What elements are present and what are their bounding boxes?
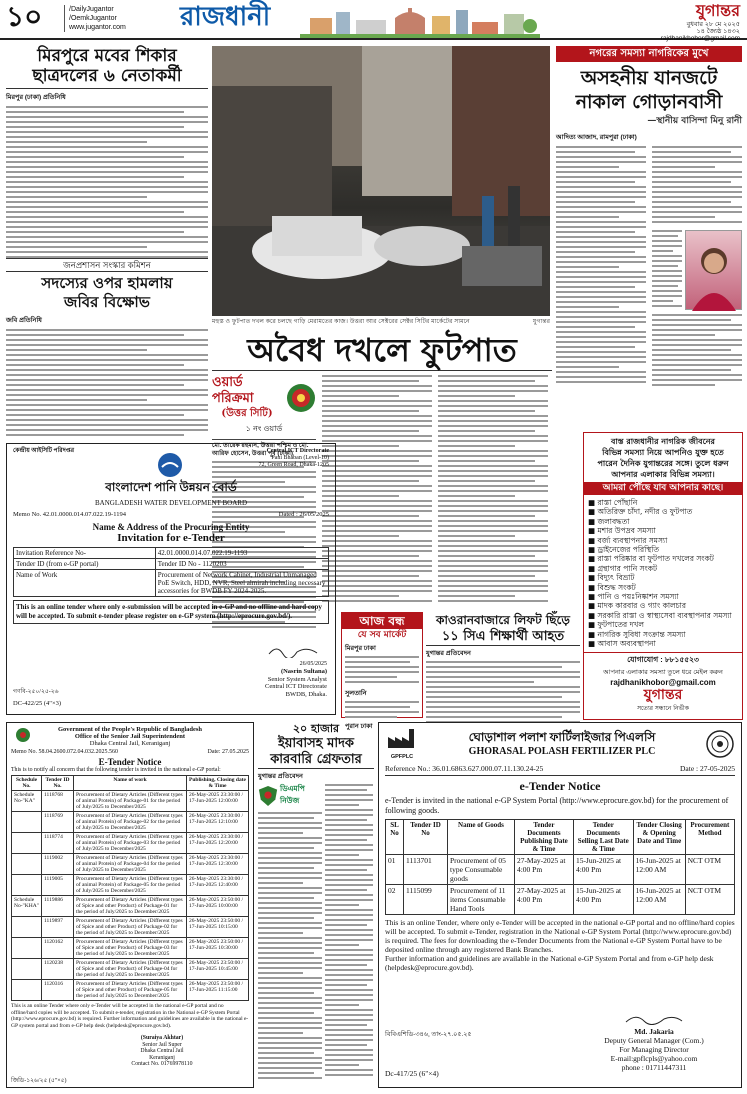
table-row: 1119897 Procurement of Dietary Articles (Different types of Spice and other Product) of Package-02 for the period of July/2025 to December/2025 26-May-2025 23:50:00 / 17-Jun-2025 10:15:00 [12, 917, 249, 938]
bwdb-left-header: কেন্দ্রীয় আইসিটি পরিদপ্তর [13, 448, 74, 454]
bwdb-name-english: BANGLADESH WATER DEVELOPMENT BOARD [95, 499, 247, 507]
gpfl-logo: GPFPLC [385, 727, 419, 760]
jail-header-2: Office of the Senior Jail Superintendent [74, 733, 186, 740]
list-item: ■ রাস্তা পরিষ্কার বা ফুটপাত দখলের সংকট [588, 554, 714, 564]
table-row: 1119002 Procurement of Dietary Articles (Different types of animal Protein) of Package-04 for the period of July/2025 to December/2025 26-May-2025 23:30:00 / 17-Jun-2025 12:30:00 [12, 854, 249, 875]
list-item: ■ মাদক কারবার ও গ্যাং কালচার [588, 601, 686, 611]
list-item: ■ মশার উপদ্রব সমস্যা [588, 526, 656, 536]
story-gorara-byline: আদিত্য আজাদ, রামপুরা (ঢাকা) [556, 134, 637, 141]
table-row: Schedule No-"KA" 1118768 Procurement of Dietary Articles (Different types of animal Protein) of Package-01 for the period of July/2025 to December/2025 26-May-2025 23:30:00 / 17-Jun-2025 12:00:00 [12, 791, 249, 812]
callout-email[interactable]: rajdhanikhobor@gmail.com [610, 677, 716, 687]
story-gorara-body-col2b [652, 230, 682, 310]
list-item: ■ সরকারি রাস্তা ও স্বাস্থ্যসেবা ব্যবস্থাপনার সমস্যা [588, 610, 732, 620]
gpfl-code-1: বিবিএশিডি-৩৪৬, তাং-২৭.০৫.২৫ [385, 1031, 472, 1038]
person-icon [686, 231, 743, 311]
story-yaba-byline: যুগান্তর প্রতিবেদন [258, 773, 303, 780]
story-mirpur-headline-1: মিরপুরে মবের শিকার [37, 46, 177, 66]
gpfl-date: Date : 27-05-2025 [680, 764, 735, 773]
story-mirpur-byline: মিরপুর (ঢাকা) প্রতিনিধি [6, 94, 66, 101]
story-yaba [258, 722, 374, 1088]
story-lift-headline-1: কাওরানবাজারে লিফট ছিঁড়ে [436, 613, 570, 627]
dmp-label: ডিএমপি নিউজ [280, 784, 305, 805]
story-lift-headline-2: ১১ সিএ শিক্ষার্থী আহত [426, 628, 580, 646]
main-photo-caption [212, 318, 550, 326]
bwdb-dated: Dated : 26/05/2025 [278, 511, 329, 518]
date-bangla: ১৪ জ্যৈষ্ঠ ১৪৩২ [696, 28, 740, 35]
story-lift-body [426, 661, 580, 727]
bwdb-logo-icon [157, 452, 183, 478]
list-item: ■ ড্রাইনেজের পরিস্থিতি [588, 545, 660, 555]
story-footpath-byline: মো. তারেক রহমান, উত্তরা পশ্চিম ও মো. আরিফ হোসেন, উত্তরা পূর্ব (ঢাকা) [212, 439, 316, 458]
jail-title: E-Tender Notice [98, 757, 162, 767]
jail-tender-ad [6, 722, 254, 1088]
ward-badge [212, 375, 316, 420]
photo-caption-text: মহুস্ত ও ফুটপাত দখল করে চলছে গাড়ি মেরামতের কাজ। উত্তরা আর সেক্টরের সেক্টর সিটির মার্কেটের সামনে [212, 318, 470, 325]
brand-logo: যুগান্তর [695, 1, 740, 20]
gpfl-note-2: Further information and guidelines are available in the National e-GP System Portal and from e-GP help desk (helpdesk@eprocure.gov.bd). [385, 954, 714, 972]
date-english: বুধবার ২৮ মে ২০২৫ [686, 21, 740, 28]
gpfl-name-english: GHORASAL POLASH FERTILIZER PLC [468, 745, 656, 757]
gpfl-title: e-Tender Notice [519, 779, 601, 793]
callout-tagline: সত্যের সন্ধানে নির্ভীক [637, 704, 689, 712]
table-header-row: SL No Tender ID No Name of Goods Tender Documents Publishing Date & Time Tender Documents Selling Last Date & Time Tender Closing & Opening Date and Time Procurement Method [386, 820, 735, 855]
story-lift-byline: যুগান্তর প্রতিবেদন [426, 650, 471, 657]
gpfl-code-2: Dc-417/25 (6"×4) [385, 1069, 439, 1078]
portrait-photo [685, 230, 742, 310]
story-mirpur-headline-2: ছাত্রদলের ৬ নেতাকর্মী [6, 66, 208, 89]
story-gorara-body-col2c [652, 314, 742, 388]
masthead [0, 0, 747, 40]
callout-bar: আমরা পৌঁছে যাব আপনার কাছে। [584, 482, 742, 495]
list-item: ■ অতিরিক্ত চাঁদা, নদীর ও ফুটপাত [588, 507, 693, 517]
story-jobi-byline: জবি প্রতিনিধি [6, 317, 42, 324]
story-gorara-quote-attribution: —স্থানীয় বাসিন্দা মিনু রানী [647, 116, 742, 126]
police-badge-icon [258, 784, 278, 808]
story-gorara-headline-1: অসহনীয় যানজটে [580, 67, 718, 89]
story-gorara-body-col1 [556, 146, 646, 388]
jail-note: This is an online Tender where only e-Tender will be accepted in the national e-GP portal and no offline/hard copies will be accepted. To submit e-tender, registration in the National e-GP System Portal (http://www.eprocure.gov.bd) is required. Further information and guidelines are available in the national e-GP system portal and from e-GP help desk (helpdesk@eprocure.gov.bd). [11, 1003, 249, 1029]
factory-icon [387, 727, 417, 749]
list-item: ■ ফুটপাতের দখল [588, 620, 644, 630]
bwdb-gd-code: গণবি-২৫০/২৫-২৬ [13, 689, 59, 695]
section-title: রাজধানী [180, 2, 271, 32]
table-row: 1120238 Procurement of Dietary Articles (Different types of Spice and other Product) of Package-04 for the period of July/2025 to December/2025 26-May-2025 23:50:00 / 17-Jun-2025 10:45:00 [12, 959, 249, 980]
jail-date: Date: 27.05.2025 [207, 749, 249, 755]
section-email[interactable]: rajdhanikhobor@gmail.com [660, 35, 740, 42]
callout-contact: যোগাযোগ : ৮৮১৫৫২৩ [584, 652, 742, 667]
story-yaba-headline-3: কারবারি গ্রেফতার [258, 752, 374, 769]
bwdb-memo: Memo No. 42.01.0000.014.07.022.19-1194 [13, 511, 126, 518]
table-row: 1118769 Procurement of Dietary Articles (Different types of animal Protein) of Package-02 for the period of July/2025 to December/2025 26-May-2025 23:30:00 / 17-Jun-2025 12:10:00 [12, 812, 249, 833]
gpfl-tender-ad [378, 722, 742, 1088]
photo-credit: যুগান্তর [532, 318, 550, 325]
jail-table [11, 775, 249, 1001]
table-row: Schedule No-"KHA" 1119886 Procurement of Dietary Articles (Different types of Spice and other Product) of Package-01 for the period of July/2025 to December/2025 26-May-2025 23:50:00 / 17-Jun-2025 10:00:00 [12, 896, 249, 917]
signature-scribble [267, 644, 327, 658]
list-item: ■ বিশুদ্ধ সংকট [588, 582, 636, 592]
gpfl-signature-block: Md. Jakaria Deputy General Manager (Com.) For Managing Director E-mail:gpflcpls@yahoo.com phone : 01711447311 [579, 1013, 729, 1072]
jail-intro: This is to notify all concern that the following tender is invited in the national e-GP portal: [11, 767, 221, 773]
social-links [64, 5, 126, 32]
story-yaba-body-col1 [258, 812, 322, 1080]
gpfl-intro: e-Tender is invited in the national e-GP System Portal (http://www.eprocure.gov.bd) for the procurement of following goods. [385, 796, 729, 815]
story-gorara-headline-2: নাকাল গোড়ানবাসী [575, 91, 723, 113]
story-footpath-body-col3 [438, 375, 548, 607]
list-item: ■ বর্জ্য ব্যবস্থাপনার সমস্যা [588, 535, 668, 545]
story-gorara-kicker: নগরের সমস্যা নাগরিকের মুখে [556, 46, 742, 62]
jail-header-3: Dhaka Central Jail, Keraniganj [89, 740, 171, 747]
bwdb-table [13, 547, 329, 597]
list-item: ■ আবাস অব্যবস্থাপনা [588, 639, 656, 649]
ward-number: ১ নং ওয়ার্ড [245, 424, 283, 433]
table-row: 02 1115099 Procurement of 11 items Consumable Hand Tools 27-May-2025 at 4:00 Pm 15-Jun-2025 at 4:00 Pm 16-Jun-2025 at 12:00 AM NCT OTM [386, 885, 735, 915]
main-photo [212, 46, 550, 316]
list-item: ■ পানি ও পয়ঃনিষ্কাশন সমস্যা [588, 592, 679, 602]
callout-contact-line: আপনার এলাকার সমস্যা তুলে ধরে মেইল করুন [603, 668, 723, 676]
facebook-link[interactable]: /DailyJugantor [69, 6, 114, 13]
callout-items [584, 495, 742, 652]
story-lift [426, 612, 580, 722]
closed-market-area: পুরান ঢাকা [345, 723, 373, 730]
story-gorara-body-col2 [652, 146, 742, 226]
table-row: 01 1113701 Procurement of 05 type Consumable goods 27-May-2025 at 4:00 Pm 15-Jun-2025 at 4:00 Pm 16-Jun-2025 at 12:00 AM NCT OTM [386, 855, 735, 885]
story-mirpur-body [6, 106, 208, 261]
story-jobi-headline-2: জবির বিক্ষোভ [64, 293, 150, 311]
citizen-problems-callout [583, 432, 743, 720]
closed-markets-badge: আজ বন্ধ [342, 613, 422, 629]
table-row: Invitation Reference No- 42.01.0000.014.07.022.19-1193 [14, 548, 329, 559]
city-skyline-illustration [300, 4, 540, 38]
table-row: Tender ID (from e-GP portal) Tender ID No - 1120203 [14, 559, 329, 570]
street-scene-illustration [212, 46, 550, 316]
closed-market-area: সুলতানি [345, 690, 367, 697]
bwdb-right-header: Central ICT Directorate Pani Bhaban (Level-10) 72, Green Road, Dhaka-1205 [258, 448, 329, 468]
bwdb-signature-block: 26/05/2025 (Nasrin Sultana) Senior System Analyst Central ICT Directorate BWDB, Dhaka. [207, 644, 327, 698]
closed-markets-box [341, 612, 423, 730]
story-gorara [556, 46, 742, 424]
jail-header-1: Government of the People's Republic of Bangladesh [57, 726, 203, 733]
dmp-logo [258, 784, 322, 808]
date-block [590, 2, 740, 42]
bwdb-tender-ad [6, 443, 336, 715]
closed-market-area: মিরপুর ঢাকা [345, 645, 376, 652]
bwdb-title-1: Name & Address of the Procuring Entity [92, 522, 250, 532]
closed-markets-list [345, 656, 419, 686]
list-item: ■ জলাবদ্ধতা [588, 516, 630, 526]
story-yaba-headline-1: ২০ হাজার [292, 722, 340, 735]
bwdb-note: This is an online tender where only e-submission will be accepted in e-GP and no offline and hard copy will be accepted. To submit e-tender please register on e-GP system (http://eprocure.gov.bd/). [13, 600, 329, 624]
bangladesh-emblem-icon [15, 727, 31, 743]
table-row: Name of Work Procurement of Network Cabinet, Industrial Unmanaged PoE Switch, HDD, NVR, Steel almirah including necessary accessories for BWDB FY 2024-2025. [14, 570, 329, 597]
closed-markets-sub: যে সব মার্কেট [357, 630, 407, 640]
government-seal-icon [705, 729, 735, 759]
list-item: ■ রাস্তা পোঁছানি [588, 498, 638, 507]
story-yaba-body-col2 [325, 784, 373, 1080]
table-row: 1120162 Procurement of Dietary Articles (Different types of Spice and other Product) of Package-03 for the period of July/2025 to December/2025 26-May-2025 23:50:00 / 17-Jun-2025 10:30:00 [12, 938, 249, 959]
page-number: ১০ [6, 0, 43, 33]
jail-memo: Memo No. 58.04.2600.072.04.032.2025.560 [11, 749, 118, 755]
story-jobi [6, 258, 208, 438]
story-mirpur [6, 46, 208, 254]
list-item: ■ বিদ্যুৎ বিভ্রাট [588, 573, 635, 583]
story-footpath-headline: অবৈধ দখলে ফুটপাত [212, 330, 552, 371]
jail-code: জিডি-১২৬/২৫ (৫"×৫) [11, 1078, 67, 1084]
twitter-link[interactable]: /OemkJugantor [69, 15, 117, 22]
jail-signature-block: (Suraiya Akhtar) Senior Jail Super Dhaka Central Jail Keraniganj Contact No. 01769978110 [131, 1035, 193, 1067]
story-yaba-headline-2: ইয়াবাসহ মাদক [277, 736, 355, 751]
closed-markets-list [345, 701, 419, 719]
gpfl-note: This is an online Tender, where only e-Tender will be accepted in the national e-GP portal and no offline/hard copies will be accepted. To submit e-Tender, registration in the National e-GP System Portal (http://www.eprocure.gov.bd) is required. The fees for downloading the e-Tender Documents from the National e-GP System Portal have to be deposited online through any registered Bank Branches. [385, 918, 735, 954]
callout-intro: বাস্ত রাজধানীর নাগরিক জীবনের বিভিন্ন সমস্যা নিয়ে আপনিও যুক্ত হতে পারেন দৈনিক যুগান্তরের সঙ্গে। তুলে ধরুন আপনার এলাকার বিভিন্ন সমস্যা। [597, 436, 729, 479]
website-link[interactable]: www.jugantor.com [69, 24, 126, 31]
ward-badge-subtitle: (উত্তর সিটি) [221, 408, 273, 419]
story-jobi-headline-1: সদস্যের ওপর হামলায় [41, 274, 173, 292]
bwdb-title-2: Invitation for e-Tender [117, 532, 225, 544]
story-footpath-body-col2 [322, 375, 432, 607]
table-header-row: Schedule No. Tender ID No. Name of work Publishing, Closing date & Time [12, 776, 249, 791]
list-item: ■ গ্রন্থাগার পানি সংকট [588, 563, 658, 573]
gpfl-table [385, 819, 735, 915]
gpfl-reference: Reference No.: 36.01.6863.627.000.07.11.130.24-25 [385, 764, 544, 773]
story-jobi-kicker: জনপ্রশাসন সংস্কার কমিশন [6, 258, 208, 272]
gpfl-name-bangla: ঘোড়াশাল পলাশ ফার্টিলাইজার পিএলসি [468, 729, 656, 744]
ward-badge-title: ওয়ার্ড পরিক্রমা [212, 375, 254, 406]
callout-brand-logo: যুগান্তর [643, 686, 683, 703]
table-row: 1118774 Procurement of Dietary Articles (Different types of animal Protein) of Package-03 for the period of July/2025 to December/2025 26-May-2025 23:30:00 / 17-Jun-2025 12:20:00 [12, 833, 249, 854]
story-jobi-body [6, 329, 208, 441]
table-row: 1119005 Procurement of Dietary Articles (Different types of animal Protein) of Package-05 for the period of July/2025 to December/2025 26-May-2025 23:30:00 / 17-Jun-2025 12:40:00 [12, 875, 249, 896]
bwdb-dc-code: DC-422/25 (4"×3) [13, 700, 62, 707]
list-item: ■ নাগরিক সুবিধা সংক্রান্ত সমস্যা [588, 629, 686, 639]
callout-phone[interactable]: ৮৮১৫৫২৩ [664, 654, 699, 664]
city-corporation-seal-icon [286, 383, 316, 413]
table-row: 1120316 Procurement of Dietary Articles (Different types of Spice and other Product) of Package-05 for the period of July/2025 to December/2025 26-May-2025 23:50:00 / 17-Jun-2025 11:15:00 [12, 980, 249, 1001]
bwdb-name-bangla: বাংলাদেশ পানি উন্নয়ন বোর্ড [105, 480, 237, 494]
signature-scribble [624, 1013, 684, 1025]
